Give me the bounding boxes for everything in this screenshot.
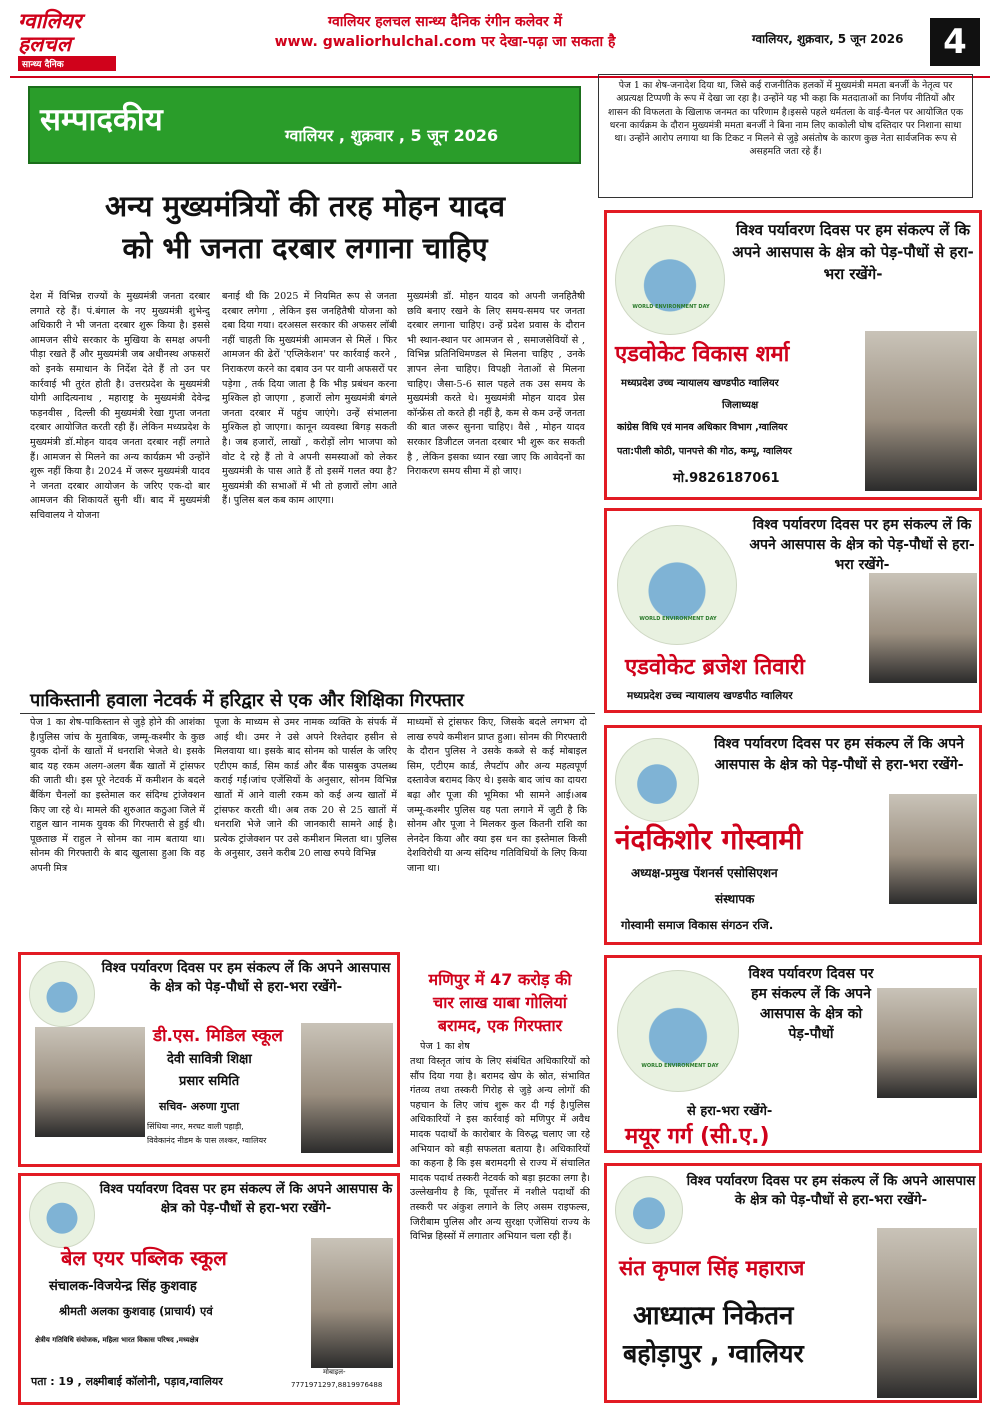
bel-mobile-label: मोबाइल- [323, 1368, 346, 1376]
manipur-kicker: पेज 1 का शेष [420, 1041, 470, 1052]
editorial-col-2: बनाई थी कि 2025 में नियमित रूप से जनता दरबार लगेगा , लेकिन इस जनहितैषी योजना को दबा दिया गया। दरअसल सरकार की अफसर लॉबी नहीं चाहती कि मुख्यमंत्री आमजन से मिलें । फिर आमजन की ढेरों 'एप्लिकेशन' पर कार्रवाई करने , निराकरण करने का दबाव उन पर यानी अफसरों पर पड़ेगा , तर्क दिया जाता है कि भीड़ प्रबंधन करना मुश्किल हो जाएगा , हजारों लोग मुख्यमंत्री बंगले जनता दरबार में पहुंच जाएंगे। उन्हें संभालना मुश्किल हो जाएगा। कानून व्यवस्था बिगड़ सकती है। जब हजारों, लाखों , करोड़ों लोग भाजपा को वोट दे रहे हैं तो वे अपनी समस्याओं को लेकर मुख्यमंत्री के पास आते हैं तो इसमें गलत क्या है?मुख्यमंत्री की सभाओं में भी तो हजारों लोग आते हैं। पुलिस बल कब काम आएगा। [222, 291, 397, 507]
vikas-line4: पता:पीली कोठी, पानपत्ते की गोठ, कम्पू, ग्वालियर [617, 446, 792, 457]
bel-message: विश्व पर्यावरण दिवस पर हम संकल्प लें कि अपने आसपास के क्षेत्र को पेड़-पौधों से हरा-भरा रखेंगे- [99, 1182, 393, 1216]
editorial-banner [28, 86, 581, 164]
tagline-2: www. gwaliorhulchal.com पर देखा-पढ़ा जा सकता है [274, 34, 616, 50]
vikas-line1: मध्यप्रदेश उच्च न्यायालय खण्डपीठ ग्वालियर [621, 378, 779, 389]
page-number: 4 [930, 18, 980, 66]
ad-ds-middle-school [18, 952, 400, 1167]
ad-brajesh-tiwari [604, 508, 982, 713]
manipur-text: तथा विस्तृत जांच के लिए संबंधित अधिकारियों को सौंप दिया गया है। बरामद खेप के स्रोत, संभावित गंतव्य तथा तस्करी गिरोह से जुड़े अन्य लोगों की पहचान के लिए जांच शुरू कर दी गई है।पुलिस अधिकारियों ने इस कार्रवाई को मणिपुर में अवैध मादक पदार्थों के कारोबार के विरुद्ध चलाए जा रहे अभियान को बड़ी सफलता बताया है। अधिकारियों का कहना है कि इस बरामदगी से राज्य में संचालित मादक पदार्थ तस्करी नेटवर्क को बड़ा झटका लगा है।उल्लेखनीय है कि, पूर्वोत्तर में नशीले पदार्थों की तस्करी पर अंकुश लगाने के लिए असम राइफल्स, जिरीबाम पुलिस और अन्य सुरक्षा एजेंसियां राज्य के विभिन्न हिस्सों में लगातार अभियान चला रही हैं। [410, 1056, 590, 1243]
manipur-headline-3: बरामद, एक गिरफ्तार [437, 1016, 563, 1035]
editorial-headline-line1: अन्य मुख्यमंत्रियों की तरह मोहन यादव [104, 189, 506, 223]
brajesh-message: विश्व पर्यावरण दिवस पर हम संकल्प लें कि अपने आसपास के क्षेत्र को पेड़-पौधों से हरा-भरा रखेंगे- [749, 517, 975, 573]
env-day-logo [29, 1182, 95, 1248]
bel-photo [311, 1238, 393, 1368]
ad-mayur-garg [604, 955, 982, 1153]
dsmidil-line4: सिंधिया नगर, मरघट वाली पहाड़ी, [147, 1122, 244, 1131]
pak-story-headline: पाकिस्तानी हवाला नेटवर्क में हरिद्वार से एक और शिक्षिका गिरफ्तार [30, 690, 464, 711]
nandkishor-name: नंदकिशोर गोस्वामी [615, 823, 803, 856]
env-day-logo [615, 225, 725, 335]
dsmidil-line3: सचिव- अरुणा गुप्ता [159, 1100, 240, 1113]
nandkishor-line3: गोस्वामी समाज विकास संगठन रजि. [621, 918, 774, 932]
nandkishor-message: विश्व पर्यावरण दिवस पर हम संकल्प लें कि अपने आसपास के क्षेत्र को पेड़-पौधों से हरा-भरा रखेंगे- [714, 736, 964, 773]
dsmidil-line2: प्रसार समिति [179, 1074, 240, 1089]
mayur-message-2: से हरा-भरा रखेंगे- [687, 1104, 773, 1119]
editorial-dateline: ग्वालियर , शुक्रवार , 5 जून 2026 [285, 126, 499, 145]
bel-line1: संचालक-विजयेन्द्र सिंह कुशवाह [49, 1279, 197, 1294]
tagline-1: ग्वालियर हलचल सान्ध्य दैनिक रंगीन कलेवर में [328, 14, 562, 30]
env-day-logo [29, 961, 95, 1027]
vikas-line3: कांग्रेस विधि एवं मानव अधिकार विभाग ,ग्वालियर [617, 422, 788, 433]
env-day-logo [617, 525, 737, 645]
brajesh-name: एडवोकेट ब्रजेश तिवारी [625, 655, 805, 680]
mayur-name: मयूर गर्ग (सी.ए.) [625, 1124, 770, 1149]
dsmidil-message: विश्व पर्यावरण दिवस पर हम संकल्प लें कि अपने आसपास के क्षेत्र को पेड़-पौधों से हरा-भरा रखेंगे- [101, 960, 391, 995]
masthead-tagline [150, 12, 740, 52]
editorial-headline-line2: को भी जनता दरबार लगाना चाहिए [122, 231, 488, 265]
dsmidil-photo-man [35, 1027, 145, 1137]
manipur-headline [405, 968, 595, 1037]
logo-line2: हलचल [18, 32, 71, 56]
dsmidil-photo-woman [301, 1023, 393, 1153]
ad-bel-air-public-school [18, 1173, 400, 1405]
ad-vikas-sharma [604, 210, 982, 500]
santkripal-line2: बहोड़ापुर , ग्वालियर [623, 1339, 804, 1368]
wb-story-text: पेज 1 का शेष-जनादेश दिया था, जिसे कई राजनीतिक हलकों में मुख्यमंत्री ममता बनर्जी के नेतृत्व पर अप्रत्यक्ष टिप्पणी के रूप में देखा जा रहा है। उन्होंने यह भी कहा कि मतदाताओं का निर्णय नीतियों और शासन की विफलता के खिलाफ जनमत का परिणाम है।इससे पहले धर्मतला के वाई-चैनल पर आयोजित एक धरना कार्यक्रम के दौरान मुख्यमंत्री ममता बनर्जी ने बिना नाम लिए काकोली घोष दस्तिदार पर निशाना साधा था। उन्होंने आरोप लगाया था कि टिकट न मिलने से जुड़े असंतोष के कारण कुछ नेता सार्वजनिक रूप से असहमति जता रहे हैं। [608, 80, 963, 158]
ad-sant-kripal-singh [604, 1163, 982, 1403]
brajesh-line1: मध्यप्रदेश उच्च न्यायालय खण्डपीठ ग्वालियर [627, 690, 793, 702]
pak-story-rule [20, 713, 595, 714]
brajesh-photo [869, 573, 977, 683]
logo-line3: सान्ध्य दैनिक [18, 56, 116, 71]
masthead [0, 0, 1000, 80]
bel-line2: श्रीमती अलका कुशवाह (प्राचार्य) एवं [59, 1304, 213, 1318]
env-day-logo [615, 1176, 683, 1244]
santkripal-line1: आध्यात्म निकेतन [633, 1301, 794, 1331]
bel-mobile: 7771971297,8819976488 [291, 1381, 383, 1389]
santkripal-message: विश्व पर्यावरण दिवस पर हम संकल्प लें कि अपने आसपास के क्षेत्र को पेड़-पौधों से हरा-भरा रखेंगे- [686, 1173, 976, 1208]
pak-story-col-3: माध्यमों से ट्रांसफर किए, जिसके बदले लगभग दो लाख रुपये कमीशन प्राप्त हुआ। सोनम की गिरफ्तारी के दौरान पुलिस ने उसके कब्जे से कई मोबाइल सिम, एटीएम कार्ड, लैपटॉप और अन्य महत्वपूर्ण दस्तावेज बरामद किए थे। इसके बाद जांच का दायरा बढ़ा और पूजा की भूमिका भी सामने आई।अब जम्मू-कश्मीर पुलिस यह पता लगाने में जुटी है कि सोनम और पूजा ने मिलकर कुल कितनी राशि का लेनदेन किया और क्या इस धन का इस्तेमाल किसी देशविरोधी या अन्य संदिग्ध गतिविधियों के लिए किया जाना था। [407, 717, 587, 874]
env-day-logo-text: WORLD ENVIRONMENT DAY [632, 304, 710, 310]
mayur-message: विश्व पर्यावरण दिवस पर हम संकल्प लें कि अपने आसपास के क्षेत्र को पेड़-पौधों [748, 966, 874, 1042]
manipur-headline-1: मणिपुर में 47 करोड़ की [428, 970, 572, 989]
dsmidil-line5: विवेकानंद नीडम के पास लश्कर, ग्वालियर [147, 1136, 267, 1145]
santkripal-photo [877, 1228, 977, 1398]
nandkishor-photo [889, 794, 977, 904]
manipur-headline-2: चार लाख याबा गोलियां [433, 993, 567, 1012]
masthead-logo [18, 10, 128, 71]
bel-line3: क्षेत्रीय गतिविधि संयोजक, महिला भारत विकास परिषद ,मध्यक्षेत्र [35, 1336, 199, 1344]
env-day-logo-text: WORLD ENVIRONMENT DAY [641, 1063, 719, 1069]
bel-name: बेल एयर पब्लिक स्कूल [61, 1246, 227, 1270]
pak-story-col-1: पेज 1 का शेष-पाकिस्तान से जुड़े होने की आशंका है।पुलिस जांच के मुताबिक, जम्मू-कश्मीर के कुछ युवक दोनों के खातों में धनराशि भेजते थे। इसके बाद यह रकम अलग-अलग बैंक खातों में ट्रांसफर की जाती थी। इस पूरे नेटवर्क में कमीशन के बदले बैंकिंग चैनलों का इस्तेमाल कर संदिग्ध ट्रांजेक्शन किए जा रहे थे। मामले की शुरुआत कठुआ जिले में राहुल खान नामक युवक की गिरफ्तारी से हुई थी। पूछताछ में राहुल ने सोनम का नाम बताया था। सोनम की गिरफ्तारी के बाद खुलासा हुआ कि वह अपनी मित्र [30, 717, 205, 874]
bel-address: पता : 19 , लक्ष्मीबाई कॉलोनी, पड़ाव,ग्वालियर [31, 1375, 223, 1388]
masthead-dateline: ग्वालियर, शुक्रवार, 5 जून 2026 [752, 32, 904, 46]
nandkishor-line2: संस्थापक [715, 892, 755, 906]
env-day-logo [617, 970, 739, 1092]
dsmidil-name: डी.एस. मिडिल स्कूल [153, 1026, 283, 1046]
vikas-message: विश्व पर्यावरण दिवस पर हम संकल्प लें कि अपने आसपास के क्षेत्र को पेड़-पौधों से हरा-भरा रखेंगे- [732, 221, 974, 283]
editorial-headline [20, 185, 590, 269]
mayur-photo [877, 988, 977, 1098]
dsmidil-line1: देवी सावित्री शिक्षा [167, 1052, 252, 1067]
santkripal-name: संत कृपाल सिंह महाराज [619, 1256, 805, 1280]
vikas-name: एडवोकेट विकास शर्मा [615, 342, 790, 367]
ad-nandkishor-goswami [604, 725, 982, 945]
editorial-col-1: देश में विभिन्न राज्यों के मुख्यमंत्री जनता दरबार लगाते रहे हैं। पं.बंगाल के नए मुख्यमंत्री शुभेन्दु अधिकारी ने भी जनता दरबार शुरू किया है। इससे आमजन सीधे सरकार के मुखिया के समक्ष अपनी पीड़ा रखते हैं और मुख्यमंत्री जब अधीनस्थ अफसरों को इनके समाधान के निर्देश देते हैं तो उन पर कार्रवाई भी तुरंत होती है। उत्तरप्रदेश के मुख्यमंत्री योगी आदित्यनाथ , महाराष्ट्र के मुख्यमंत्री देवेन्द्र फड़नवीस , दिल्ली की मुख्यमंत्री रेखा गुप्ता जनता दरबार आयोजित करती रही हैं। लेकिन मध्यप्रदेश के मुख्यमंत्री डॉ.मोहन यादव जनता दरबार नहीं लगाते हैं। आमजन से मिलने का अन्य कार्यक्रम भी उन्होंने शुरू नहीं किया है। 2024 में जरूर मुख्यमंत्री यादव ने जनता दरबार आयोजन के जरिए एक-दो बार आमजन की शिकायतें सुनी थीं। बाद में मुख्यमंत्री सचिवालय ने योजना [30, 291, 210, 521]
editorial-section-title: सम्पादकीय [40, 102, 163, 138]
wb-story-box [598, 74, 973, 198]
vikas-line5: मो.9826187061 [673, 471, 780, 486]
pak-story-col-2: पूजा के माध्यम से उमर नामक व्यक्ति के संपर्क में आई थी। उमर ने उसे अपने रिश्तेदार हसीन से मिलवाया था। इसके बाद सोनम को पार्सल के जरिए एटीएम कार्ड, सिम कार्ड और बैंक पासबुक उपलब्ध कराई गईं।जांच एजेंसियों के अनुसार, सोनम विभिन्न खातों में आने वाली रकम को कई अन्य खातों में ट्रांसफर करती थी। अब तक 20 से 25 खातों में धनराशि भेजे जाने की जानकारी सामने आई है। प्रत्येक ट्रांजेक्शन पर उसे कमीशन मिलता था। पुलिस के अनुसार, उसने करीब 20 लाख रुपये विभिन्न [214, 717, 397, 860]
vikas-line2: जिलाध्यक्ष [722, 400, 759, 411]
vikas-photo [865, 331, 977, 491]
logo-line1: ग्वालियर [18, 9, 82, 33]
nandkishor-line1: अध्यक्ष-प्रमुख पेंशनर्स एसोसिएशन [631, 866, 778, 880]
env-day-logo-text: WORLD ENVIRONMENT DAY [639, 616, 717, 622]
editorial-col-3: मुख्यमंत्री डॉ. मोहन यादव को अपनी जनहितैषी छवि बनाए रखने के लिए समय-समय पर जनता दरबार लगाना चाहिए। उन्हें प्रदेश प्रवास के दौरान भी स्थान-स्थान पर आमजन से , समाजसेवियों से , विभिन्न प्रतिनिधिमण्डल से मिलना चाहिए , उनके ज्ञापन लेना चाहिए। विपक्षी नेताओं से मिलना चाहिए। जैसा-5-6 साल पहले तक उस समय के मुख्यमंत्री करते थे। मुख्यमंत्री मोहन यादव प्रेस कॉन्फ्रेंस तो करते ही नहीं है, कम से कम उन्हें जनता की बात जरूर सुनना चाहिए। वैसे , मोहन यादव सरकार डिजीटल जनता दरबार भी शुरू कर सकती है , लेकिन इसका ध्यान रखा जाए कि आवेदनों का निराकरण समय सीमा में हो जाए। [407, 291, 585, 478]
env-day-logo [615, 738, 699, 822]
